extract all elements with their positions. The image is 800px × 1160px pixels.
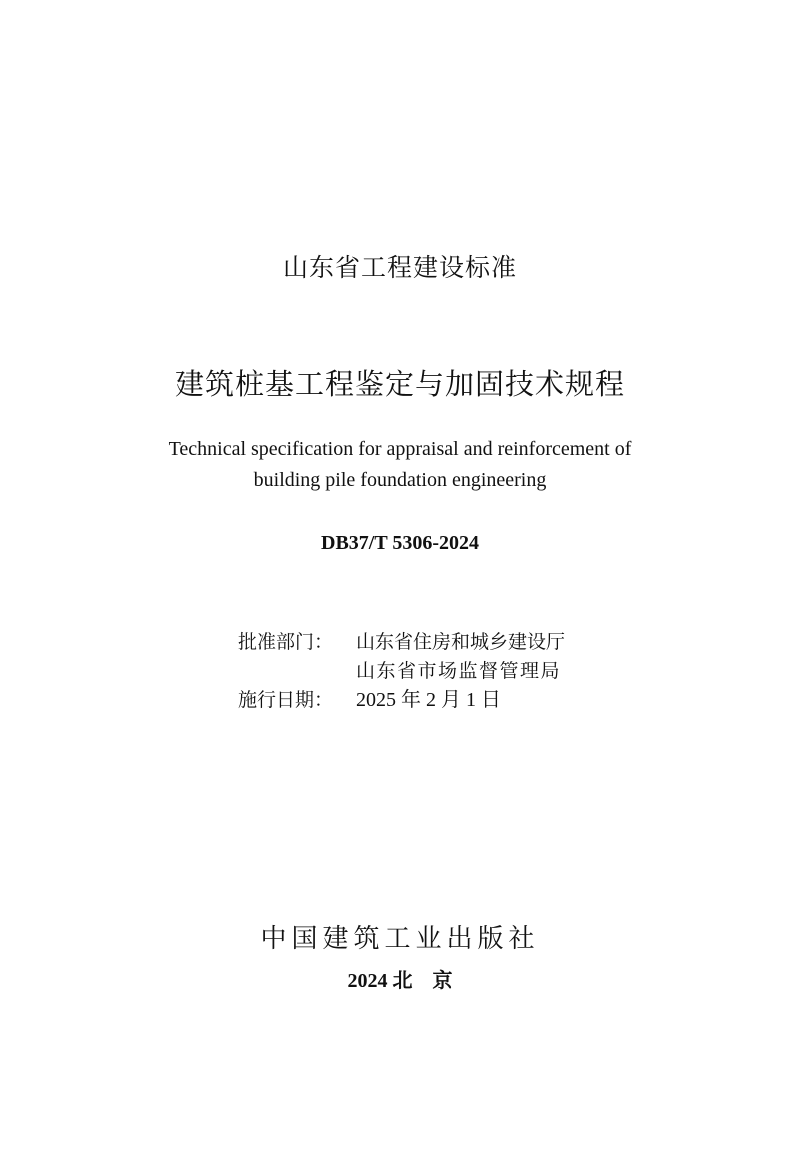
document-title-english	[0, 434, 800, 496]
series-title: 山东省工程建设标准	[282, 253, 517, 282]
publisher-name: 中国建筑工业出版社	[260, 924, 540, 954]
approval-row	[238, 628, 565, 686]
english-title-line-2: building pile foundation engineering	[253, 469, 547, 491]
effective-date-value: 2025 年 2 月 1 日	[356, 689, 501, 711]
effective-date-label: 施行日期：	[238, 689, 334, 711]
approval-departments	[356, 628, 565, 686]
standard-number: DB37/T 5306-2024	[321, 532, 479, 554]
english-title-line-1: Technical specification for appraisal and reinforcement of	[168, 438, 632, 460]
document-title-chinese: 建筑桩基工程鉴定与加固技术规程	[174, 367, 625, 401]
approval-label: 批准部门：	[238, 631, 334, 653]
approval-department-1: 山东省住房和城乡建设厅	[356, 631, 566, 653]
approval-department-2: 山东省市场监督管理局	[356, 660, 562, 682]
approval-info-block	[238, 628, 565, 715]
effective-date-row	[238, 686, 565, 715]
publication-year-place: 2024 北 京	[347, 970, 453, 992]
